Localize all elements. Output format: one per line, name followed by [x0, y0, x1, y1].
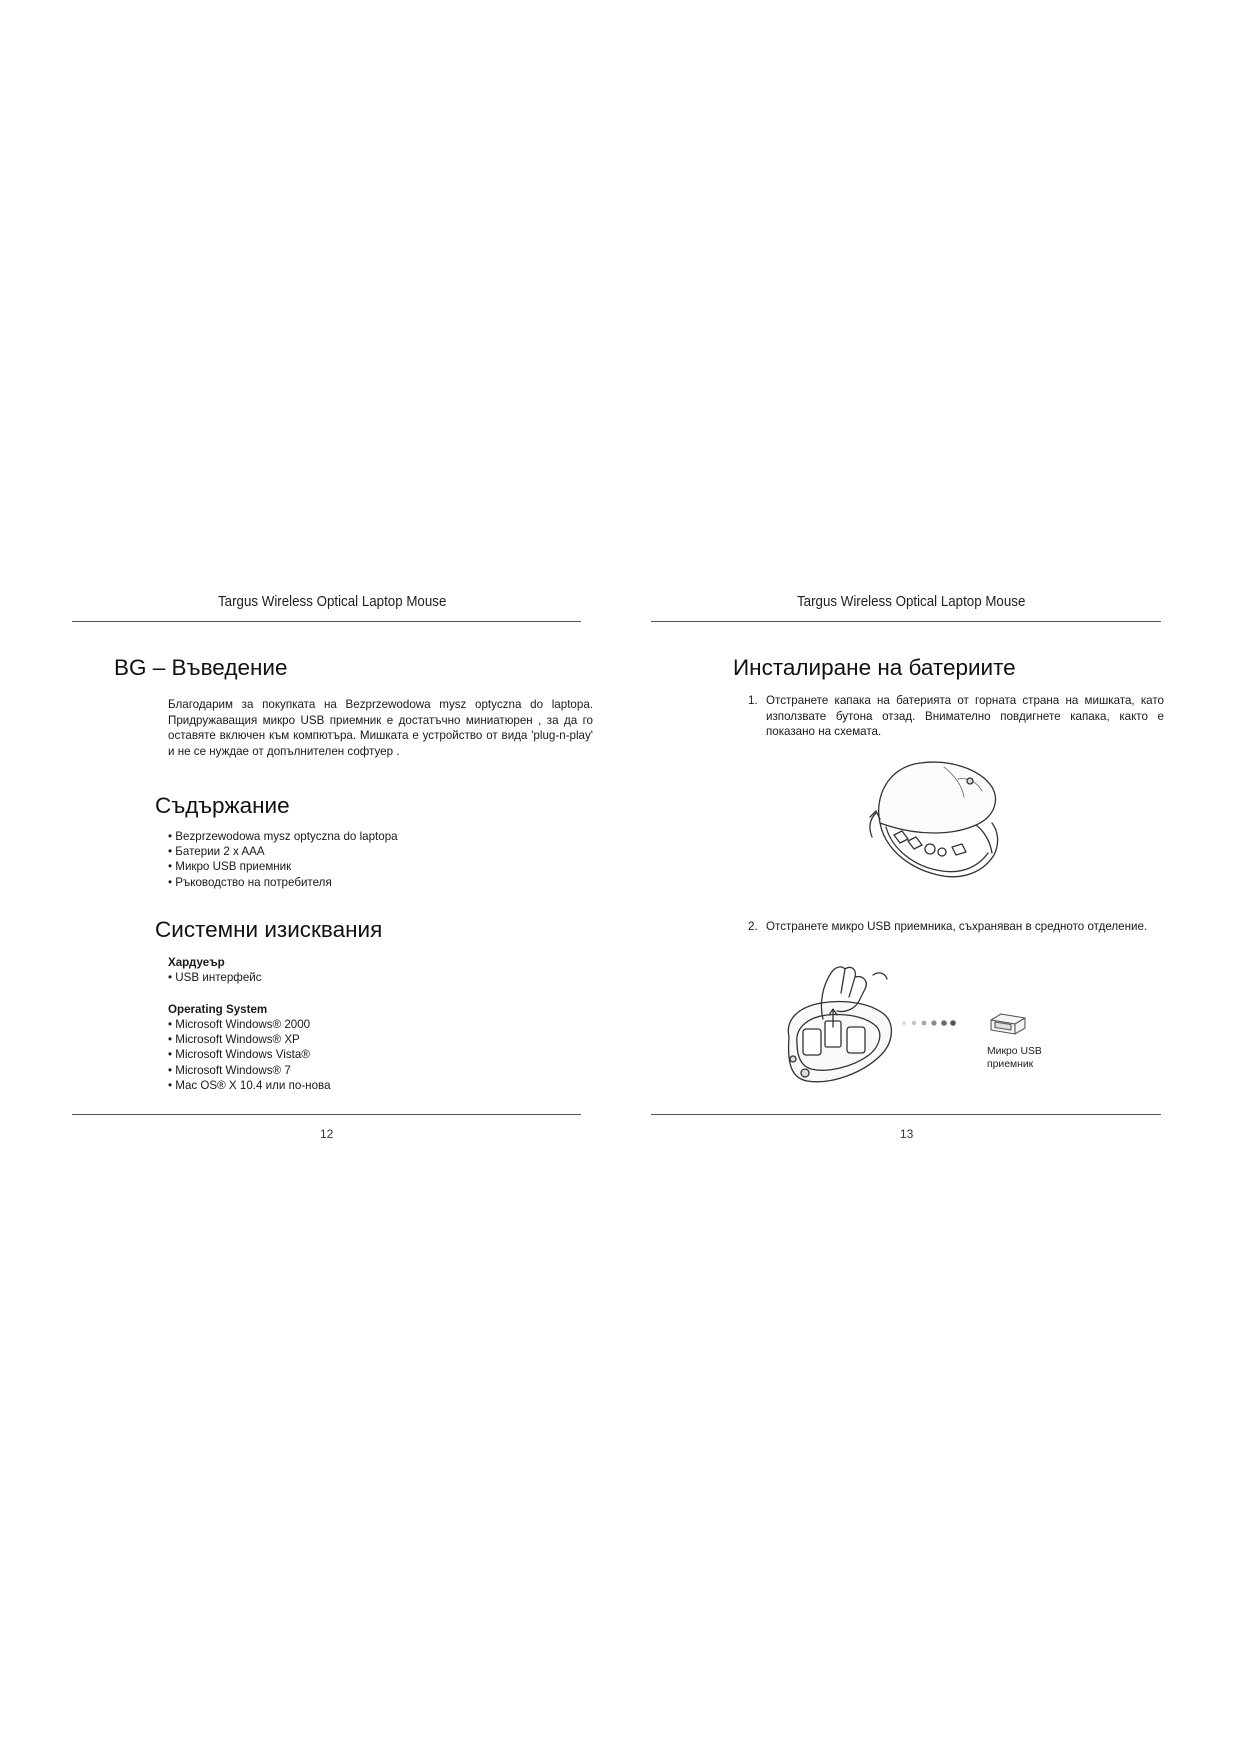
left-page-header: Targus Wireless Optical Laptop Mouse: [218, 594, 447, 610]
contents-list: [168, 829, 588, 890]
right-page-header: Targus Wireless Optical Laptop Mouse: [797, 594, 1026, 610]
list-item: • Ръководство на потребителя: [168, 875, 588, 890]
dotted-trail-icon: [900, 1018, 956, 1028]
os-title: Operating System: [168, 1003, 268, 1016]
os-list: [168, 1017, 331, 1093]
list-item: • Mac OS® X 10.4 или по-нова: [168, 1078, 331, 1093]
left-footer-rule: [72, 1114, 581, 1115]
list-item: • USB интерфейс: [168, 970, 262, 985]
contents-title: Съдържание: [155, 793, 290, 818]
step-text: Отстранете микро USB приемника, съхраняван в средното отделение.: [766, 920, 1148, 933]
step-1: [748, 693, 1164, 740]
hardware-list: [168, 970, 262, 985]
step-text: Отстранете капака на батерията от горната страна на мишката, като използвате бутона отзад. Внимателно повдигнете капака, както е показано на схемата.: [766, 694, 1164, 738]
list-item: • Microsoft Windows® 2000: [168, 1017, 331, 1032]
left-page-number: 12: [320, 1127, 334, 1141]
intro-title: BG – Въведение: [114, 655, 288, 680]
receiver-caption-line-2: приемник: [987, 1059, 1034, 1070]
hardware-title: Хардуеър: [168, 956, 225, 969]
right-header-rule: [651, 621, 1161, 622]
list-item: • Microsoft Windows® XP: [168, 1032, 331, 1047]
battery-cover-illustration: [858, 757, 1006, 887]
left-header-rule: [72, 621, 581, 622]
right-page-number: 13: [900, 1127, 914, 1141]
requirements-title: Системни изисквания: [155, 917, 383, 942]
batteries-title: Инсталиране на батериите: [733, 655, 1016, 680]
usb-receiver-icon: [987, 1010, 1029, 1038]
step-2: [748, 919, 1164, 935]
right-footer-rule: [651, 1114, 1161, 1115]
list-item: • Microsoft Windows® 7: [168, 1063, 331, 1078]
intro-paragraph: Благодарим за покупката на Bezprzewodowa mysz optyczna do laptopa. Придружаващия микро USB приемник е достатъчно миниатюрен , за да го оставяте включен към компютъра. Мишката е устройство от вида 'plug-n-play' и не се нуждае от допълнителен софтуер .: [168, 698, 593, 758]
list-item: • Microsoft Windows Vista®: [168, 1047, 331, 1062]
step-number: 2.: [748, 920, 758, 933]
list-item: • Микро USB приемник: [168, 859, 588, 874]
list-item: • Bezprzewodowa mysz optyczna do laptopa: [168, 829, 588, 844]
receiver-caption-line-1: Микро USB: [987, 1046, 1042, 1057]
step-number: 1.: [748, 694, 758, 707]
list-item: • Батерии 2 x AAA: [168, 844, 588, 859]
receiver-removal-illustration: [775, 963, 895, 1095]
